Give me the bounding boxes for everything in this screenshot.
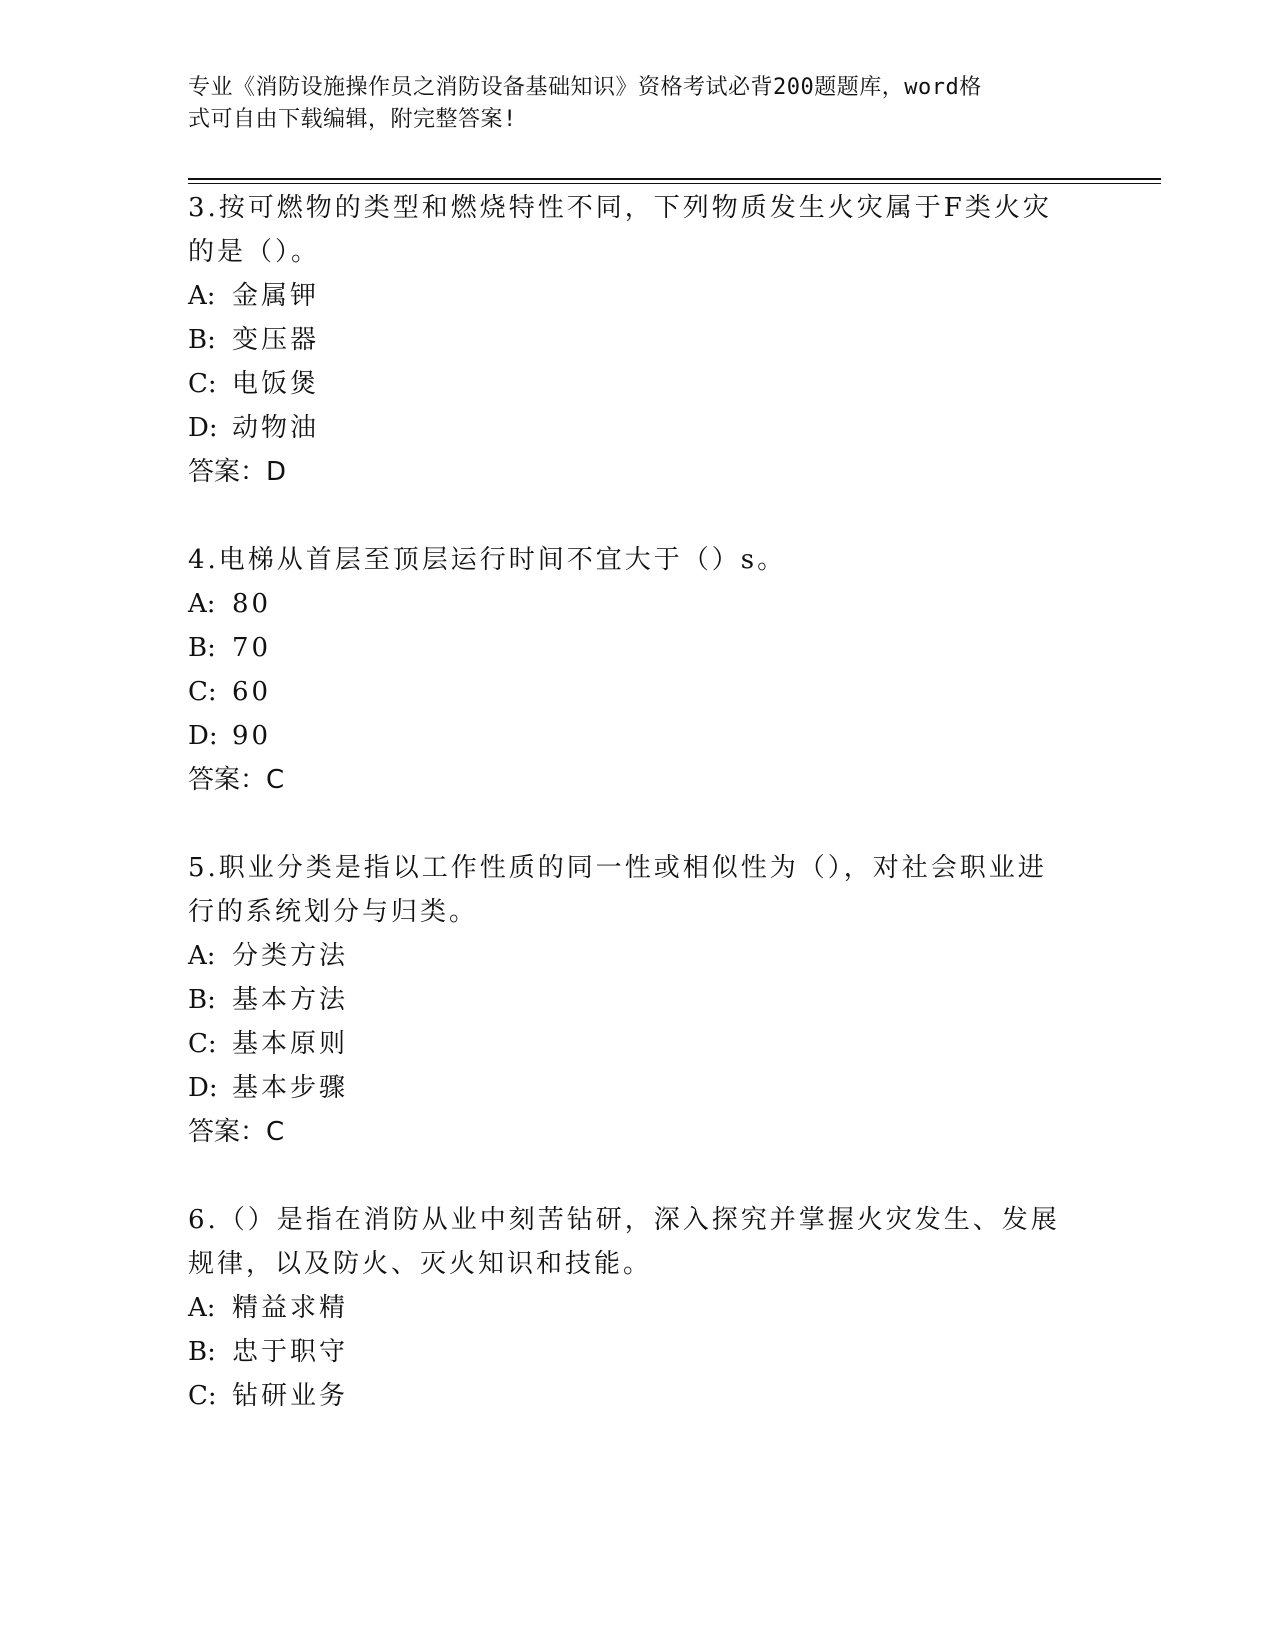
header-line-2: 式可自由下载编辑，附完整答案! xyxy=(188,107,517,132)
option-letter: B: xyxy=(188,985,216,1015)
option-text: 钻研业务 xyxy=(232,1381,349,1411)
answer: 答案：C xyxy=(188,765,285,795)
option-letter: A: xyxy=(188,941,216,971)
option-letter: C: xyxy=(188,1029,217,1059)
option-text: 金属钾 xyxy=(232,281,320,311)
option-a xyxy=(188,934,348,979)
question-text-line-1: 5.职业分类是指以工作性质的同一性或相似性为（），对社会职业进 xyxy=(188,853,1047,883)
option-text: 分类方法 xyxy=(232,941,349,971)
option-letter: D: xyxy=(188,1073,218,1103)
option-c xyxy=(188,1374,348,1419)
option-a xyxy=(188,274,319,319)
answer: 答案：C xyxy=(188,1117,285,1147)
option-b xyxy=(188,978,348,1023)
option-letter: A: xyxy=(188,589,216,619)
option-d xyxy=(188,1066,348,1111)
option-c xyxy=(188,362,319,407)
option-text: 基本方法 xyxy=(232,985,349,1015)
option-a xyxy=(188,582,271,627)
option-text: 90 xyxy=(232,721,272,751)
option-text: 80 xyxy=(232,589,272,619)
option-d xyxy=(188,406,319,451)
question-text-line-2: 的是（）。 xyxy=(188,237,321,267)
header-rule-thin xyxy=(188,183,1161,184)
header-line-1: 专业《消防设施操作员之消防设备基础知识》资格考试必背200题题库，word格 xyxy=(188,75,982,100)
option-b xyxy=(188,1330,348,1375)
question-text-line-1: 4.电梯从首层至顶层运行时间不宜大于（）s。 xyxy=(188,545,787,575)
option-letter: C: xyxy=(188,1381,217,1411)
option-letter: B: xyxy=(188,633,216,663)
option-text: 精益求精 xyxy=(232,1293,349,1323)
option-letter: A: xyxy=(188,281,216,311)
option-d xyxy=(188,714,271,759)
option-b xyxy=(188,626,271,671)
option-letter: C: xyxy=(188,677,217,707)
option-text: 60 xyxy=(232,677,272,707)
document-header xyxy=(188,72,1068,136)
option-text: 70 xyxy=(232,633,272,663)
option-b xyxy=(188,318,319,363)
option-text: 动物油 xyxy=(232,413,320,443)
option-letter: C: xyxy=(188,369,217,399)
option-letter: A: xyxy=(188,1293,216,1323)
question-text-line-1: 3.按可燃物的类型和燃烧特性不同，下列物质发生火灾属于F类火灾 xyxy=(188,193,1052,223)
question-text-line-2: 规律，以及防火、灭火知识和技能。 xyxy=(188,1249,653,1279)
option-letter: B: xyxy=(188,325,216,355)
question-text-line-2: 行的系统划分与归类。 xyxy=(188,897,479,927)
option-text: 基本原则 xyxy=(232,1029,349,1059)
option-text: 变压器 xyxy=(232,325,320,355)
option-text: 电饭煲 xyxy=(232,369,320,399)
option-c xyxy=(188,1022,348,1067)
question-text-line-1: 6.（）是指在消防从业中刻苦钻研，深入探究并掌握火灾发生、发展 xyxy=(188,1205,1060,1235)
answer: 答案：D xyxy=(188,457,287,487)
option-a xyxy=(188,1286,348,1331)
option-letter: D: xyxy=(188,413,218,443)
option-letter: D: xyxy=(188,721,218,751)
header-rule-thick xyxy=(188,178,1161,180)
option-letter: B: xyxy=(188,1337,216,1367)
option-text: 忠于职守 xyxy=(232,1337,349,1367)
option-text: 基本步骤 xyxy=(232,1073,349,1103)
option-c xyxy=(188,670,271,715)
